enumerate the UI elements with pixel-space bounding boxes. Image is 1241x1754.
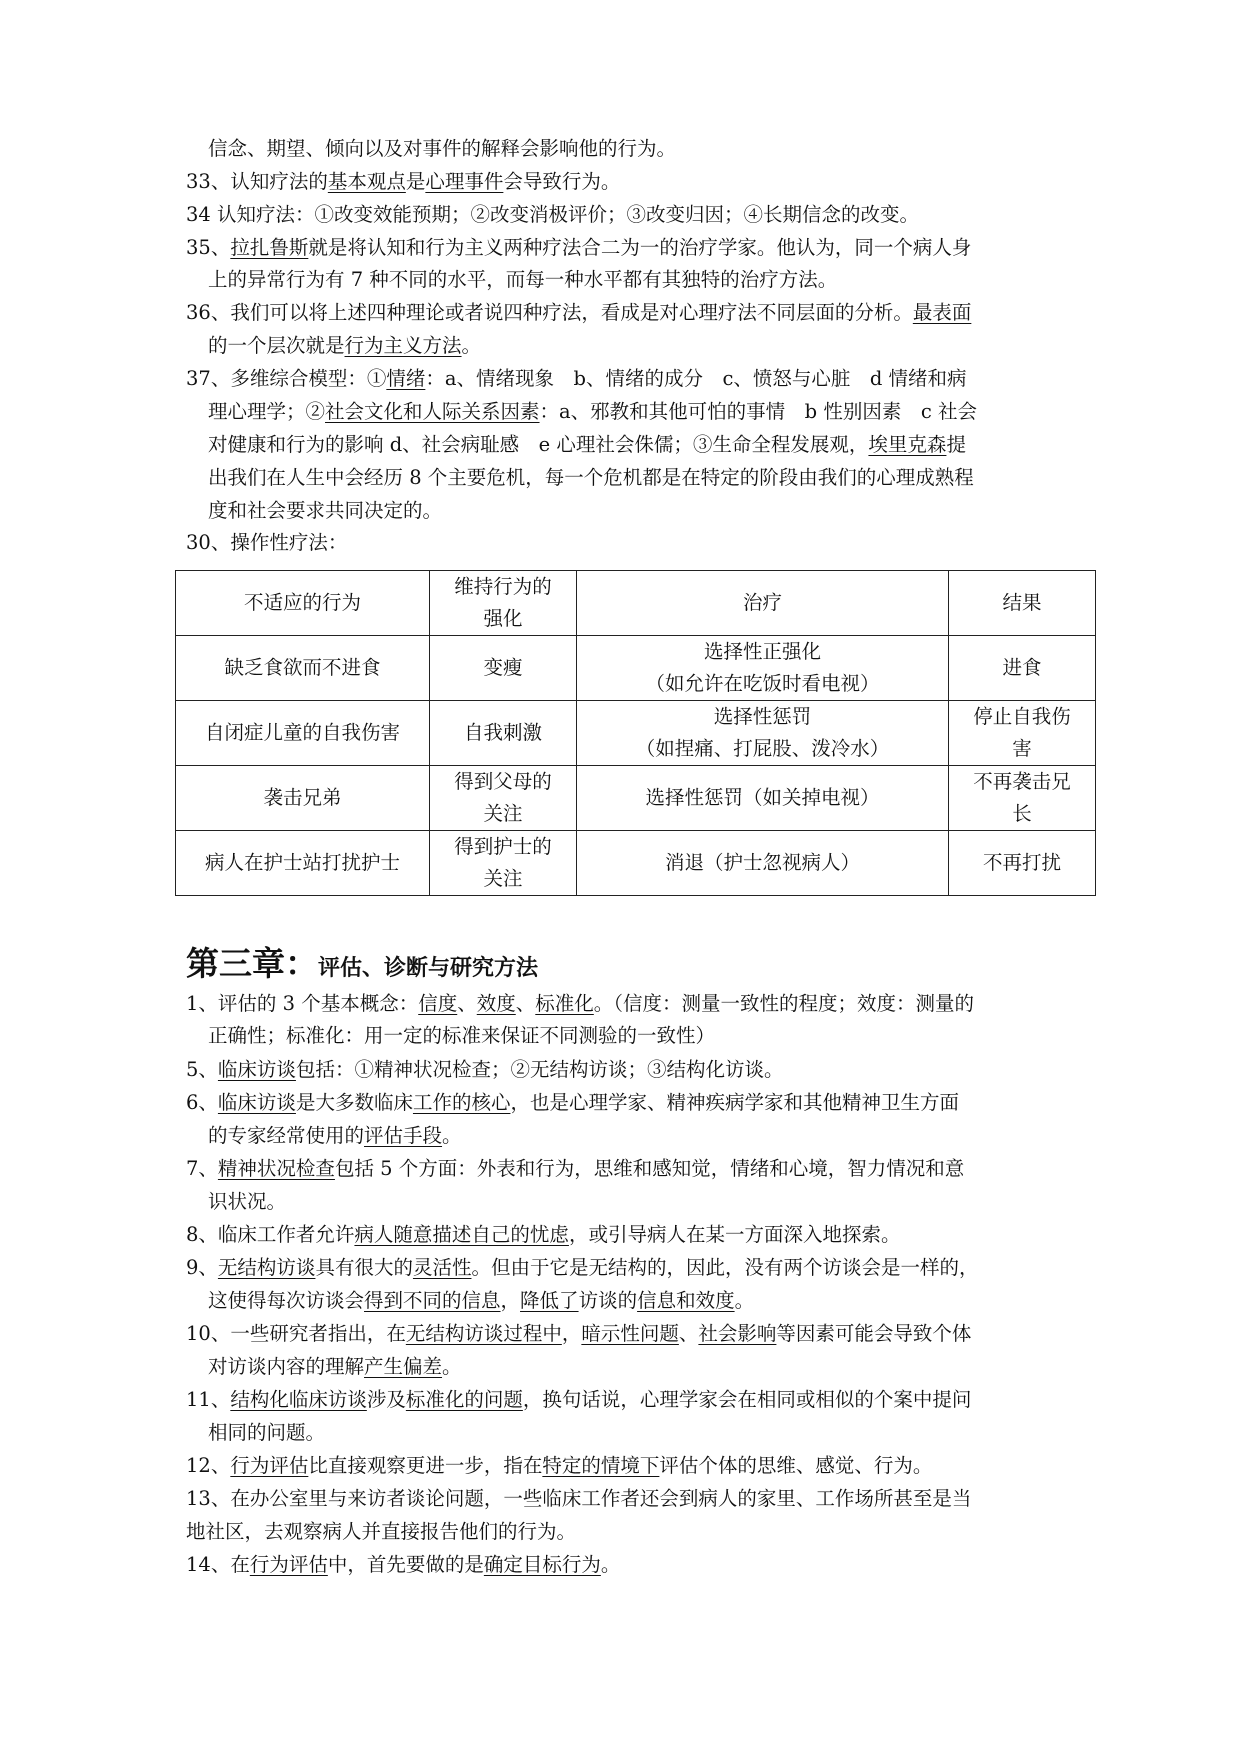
text-segment: 理心理学；② [208, 400, 326, 423]
underlined-term: 评估手段 [364, 1124, 443, 1147]
text-line [208, 1285, 754, 1317]
text-line [186, 527, 347, 559]
table-cell [430, 766, 577, 831]
underlined-term: 产生偏差 [364, 1355, 443, 1378]
text-line [186, 1318, 971, 1350]
text-segment: 36、我们可以将上述四种理论或者说四种疗法，看成是对心理疗法不同层面的分析。 [186, 301, 913, 324]
text-line [186, 1483, 971, 1515]
text-line [186, 166, 620, 198]
text-segment: 。 [442, 1124, 462, 1147]
table-row [176, 636, 1096, 701]
text-segment: 评估个体的思维、感觉、行为。 [659, 1454, 933, 1477]
text-line [208, 264, 837, 296]
text-segment: 7、 [186, 1157, 218, 1180]
underlined-term: 效度 [476, 992, 516, 1015]
text-segment: 是大多数临床 [295, 1091, 413, 1114]
underlined-term: 社会文化和人际关系因素 [325, 400, 540, 423]
text-segment: 、 [457, 992, 477, 1015]
text-segment: 度和社会要求共同决定的。 [208, 499, 443, 522]
text-segment: 1、评估的 3 个基本概念： [186, 992, 419, 1015]
text-segment: 。 [442, 1355, 462, 1378]
underlined-term: 信息和效度 [637, 1289, 735, 1312]
text-segment: 、 [515, 992, 536, 1015]
text-segment: 6、 [186, 1091, 218, 1114]
cell-text: 袭击兄弟 [263, 786, 342, 809]
text-line [186, 1384, 971, 1416]
underlined-term: 无结构访谈 [217, 1256, 316, 1279]
underlined-term: 临床访谈 [217, 1058, 296, 1081]
cell-text: 治疗 [742, 591, 782, 614]
chapter-heading [186, 938, 538, 985]
text-segment: 地社区，去观察病人并直接报告他们的行为。 [186, 1520, 577, 1543]
text-segment: 识状况。 [208, 1190, 287, 1213]
text-line [186, 1549, 620, 1581]
cell-text: 选择性惩罚 [713, 705, 812, 728]
table-row [176, 701, 1096, 766]
underlined-term: 行为评估 [230, 1454, 309, 1477]
cell-text: （如捏痛、打屁股、泼冷水） [635, 737, 890, 760]
text-segment: 。但由于它是无结构的，因此，没有两个访谈会是一样的， [471, 1256, 979, 1279]
cell-text: 自闭症儿童的自我伤害 [204, 721, 400, 744]
underlined-term: 心理事件 [425, 170, 504, 193]
text-segment: 这使得每次访谈会 [208, 1289, 365, 1312]
text-line [186, 199, 919, 231]
text-segment: 8、临床工作者允许 [186, 1223, 355, 1246]
table-cell [176, 571, 430, 636]
text-segment: 包括：①精神状况检查；②无结构访谈；③结构化访谈。 [295, 1058, 784, 1081]
text-segment: 5、 [186, 1058, 218, 1081]
text-segment: 。 [461, 334, 482, 357]
underlined-term: 社会影响 [698, 1322, 777, 1345]
cell-text: 得到护士的 [454, 835, 552, 858]
text-segment: ，或引导病人在某一方面深入地探索。 [568, 1223, 901, 1246]
text-segment: ， [500, 1289, 521, 1312]
text-line [186, 1252, 978, 1284]
cell-text: 关注 [483, 802, 523, 825]
table-row [176, 766, 1096, 831]
cell-text: 不再打扰 [982, 851, 1061, 874]
cell-text: 不再袭击兄 [973, 770, 1071, 793]
cell-text: 病人在护士站打扰护士 [204, 851, 400, 874]
cell-text: 维持行为的 [454, 575, 552, 598]
underlined-term: 工作的核心 [412, 1091, 511, 1114]
text-segment: 出我们在人生中会经历 8 个主要危机，每一个危机都是在特定的阶段由我们的心理成熟程 [208, 466, 974, 489]
text-line [186, 232, 971, 264]
cell-text: 长 [1012, 802, 1032, 825]
underlined-term: 得到不同的信息 [364, 1289, 501, 1312]
text-segment: 的专家经常使用的 [208, 1124, 365, 1147]
text-line [208, 1186, 286, 1218]
text-line [186, 1087, 959, 1119]
underlined-term: 病人随意描述自己的忧虑 [354, 1223, 569, 1246]
chapter-title: 评估、诊断与研究方法 [318, 955, 539, 981]
underlined-term: 基本观点 [327, 170, 406, 193]
text-segment: 中，首先要做的是 [327, 1553, 484, 1576]
text-segment: 的一个层次就是 [208, 334, 345, 357]
text-segment: 信念、期望、倾向以及对事件的解释会影响他的行为。 [208, 137, 677, 160]
underlined-term: 信度 [418, 992, 458, 1015]
text-line [186, 1516, 576, 1548]
text-segment: 13、在办公室里与来访者谈论问题，一些临床工作者还会到病人的家里、工作场所甚至是当 [186, 1487, 972, 1510]
table-cell [949, 636, 1096, 701]
text-line [208, 495, 442, 527]
cell-text: 进食 [1002, 656, 1042, 679]
table-row [176, 831, 1096, 896]
table-cell [577, 766, 949, 831]
text-segment: 包括 5 个方面：外表和行为，思维和感知觉，情绪和心境，智力情况和意 [334, 1157, 965, 1180]
operant-therapy-table [175, 570, 1096, 896]
text-segment: 33、认知疗法的 [186, 170, 328, 193]
text-line [208, 1417, 325, 1449]
text-segment: ，换句话说，心理学家会在相同或相似的个案中提问 [522, 1388, 972, 1411]
text-segment: 9、 [186, 1256, 218, 1279]
table-cell [430, 701, 577, 766]
text-segment: 相同的问题。 [208, 1421, 326, 1444]
text-segment: 。（信度：测量一致性的程度；效度：测量的 [593, 992, 975, 1015]
table-cell [949, 571, 1096, 636]
text-segment: 比直接观察更进一步，指在 [308, 1454, 543, 1477]
text-segment: 上的异常行为有 7 种不同的水平，而每一种水平都有其独特的治疗方法。 [208, 268, 838, 291]
text-segment: 14、在 [186, 1553, 250, 1576]
text-segment: ，也是心理学家、精神疾病学家和其他精神卫生方面 [510, 1091, 959, 1114]
cell-text: 害 [1012, 737, 1032, 760]
text-line [186, 1054, 783, 1086]
text-line [186, 1450, 932, 1482]
text-segment: 访谈的 [578, 1289, 638, 1312]
cell-text: 停止自我伤 [973, 705, 1071, 728]
underlined-term: 确定目标行为 [483, 1553, 601, 1576]
cell-text: （如允许在吃饭时看电视） [645, 672, 880, 695]
table-cell [949, 701, 1096, 766]
table-cell [176, 701, 430, 766]
cell-text: 强化 [483, 607, 523, 630]
text-segment: 就是将认知和行为主义两种疗法合二为一的治疗学家。他认为，同一个病人身 [308, 236, 972, 259]
text-segment: 提 [946, 433, 966, 456]
text-line [186, 988, 974, 1020]
table-cell [176, 636, 430, 701]
underlined-term: 埃里克森 [868, 433, 947, 456]
underlined-term: 情绪 [386, 367, 426, 390]
table-cell [577, 831, 949, 896]
table-cell [176, 831, 430, 896]
text-segment: 会导致行为。 [503, 170, 621, 193]
chapter-number: 第三章： [186, 944, 318, 983]
text-segment: 。 [734, 1289, 755, 1312]
text-line [186, 297, 971, 329]
text-line [186, 1219, 900, 1251]
text-line [208, 330, 481, 362]
underlined-term: 特定的情境下 [542, 1454, 660, 1477]
table-cell [577, 636, 949, 701]
cell-text: 结果 [1002, 591, 1042, 614]
text-line [208, 1120, 462, 1152]
underlined-term: 标准化 [535, 992, 594, 1015]
table-header-row [176, 571, 1096, 636]
table-cell [176, 766, 430, 831]
underlined-term: 临床访谈 [217, 1091, 296, 1114]
cell-text: 缺乏食欲而不进食 [224, 656, 381, 679]
text-segment: 正确性；标准化：用一定的标准来保证不同测验的一致性） [208, 1024, 716, 1047]
cell-text: 选择性正强化 [703, 640, 821, 663]
cell-text: 选择性惩罚（如关掉电视） [645, 786, 880, 809]
text-line [208, 462, 974, 494]
underlined-term: 精神状况检查 [217, 1157, 335, 1180]
underlined-term: 标准化的问题 [405, 1388, 523, 1411]
text-line [186, 1153, 964, 1185]
text-segment: 涉及 [366, 1388, 406, 1411]
text-segment: 12、 [186, 1454, 231, 1477]
text-segment: 等因素可能会导致个体 [776, 1322, 972, 1345]
table-cell [430, 636, 577, 701]
text-segment: 、 [678, 1322, 699, 1345]
underlined-term: 行为主义方法 [344, 334, 462, 357]
text-segment: ， [561, 1322, 582, 1345]
text-segment: 35、 [186, 236, 231, 259]
underlined-term: 结构化临床访谈 [230, 1388, 367, 1411]
text-segment: 具有很大的 [315, 1256, 413, 1279]
cell-text: 变瘦 [483, 656, 523, 679]
text-line [208, 133, 676, 165]
cell-text: 不适应的行为 [243, 591, 361, 614]
text-line [208, 396, 977, 428]
text-segment: 是 [405, 170, 426, 193]
text-segment: 对访谈内容的理解 [208, 1355, 365, 1378]
underlined-term: 无结构访谈过程中 [405, 1322, 562, 1345]
text-line [208, 429, 966, 461]
text-segment: 10、一些研究者指出，在 [186, 1322, 406, 1345]
text-line [208, 1020, 715, 1052]
underlined-term: 灵活性 [412, 1256, 472, 1279]
text-segment: 对健康和行为的影响 d、社会病耻感 e 心理社会侏儒；③生命全程发展观， [208, 433, 869, 456]
cell-text: 消退（护士忽视病人） [664, 851, 860, 874]
cell-text: 自我刺激 [463, 721, 542, 744]
text-segment: 11、 [186, 1388, 231, 1411]
underlined-term: 降低了 [520, 1289, 579, 1312]
underlined-term: 拉扎鲁斯 [230, 236, 309, 259]
text-segment: 34 认知疗法：①改变效能预期；②改变消极评价；③改变归因；④长期信念的改变。 [186, 203, 920, 226]
underlined-term: 最表面 [912, 301, 972, 324]
table-cell [577, 701, 949, 766]
table-cell [430, 571, 577, 636]
text-segment: 。 [600, 1553, 621, 1576]
table-cell [577, 571, 949, 636]
cell-text: 得到父母的 [454, 770, 552, 793]
text-segment: ：a、情绪现象 b、情绪的成分 c、愤怒与心脏 d 情绪和病 [425, 367, 967, 390]
text-segment: 30、操作性疗法： [186, 531, 348, 554]
text-line [186, 363, 967, 395]
text-line [208, 1351, 462, 1383]
text-segment: 37、多维综合模型：① [186, 367, 387, 390]
underlined-term: 行为评估 [249, 1553, 328, 1576]
underlined-term: 暗示性问题 [581, 1322, 679, 1345]
table-cell [949, 766, 1096, 831]
table-cell [949, 831, 1096, 896]
cell-text: 关注 [483, 867, 523, 890]
text-segment: ：a、邪教和其他可怕的事情 b 性别因素 c 社会 [539, 400, 977, 423]
table-cell [430, 831, 577, 896]
